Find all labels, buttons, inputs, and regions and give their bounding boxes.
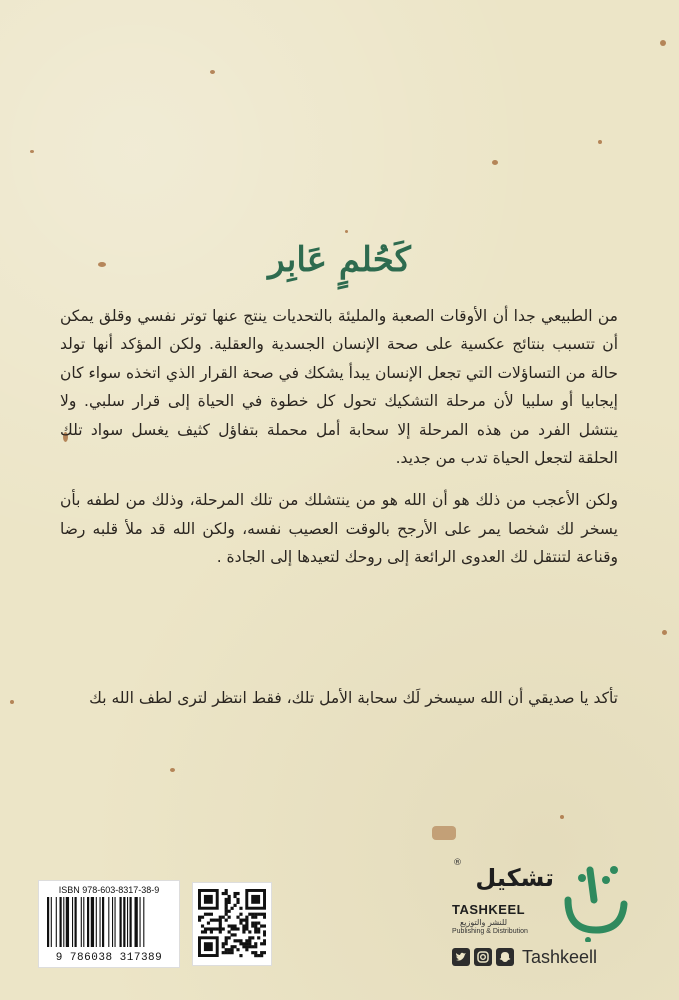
publisher-tagline-arabic: للنشر والتوزيع (460, 918, 508, 927)
blurb-paragraph: ولكن الأعجب من ذلك هو أن الله هو من ينتشلك من تلك المرحلة، وذلك من لطفه بأن يسخر لك شخصا يمر على الأرجح بالوقت العصيب نفسه، ولكن الله قد ملأ قلبه رضا وقناعة لتنتقل لك العدوى الرائعة إلى روحك لتعيدها إلى الجادة . (60, 491, 618, 567)
instagram-icon[interactable] (474, 948, 492, 966)
closing-line: تأكد يا صديقي أن الله سيسخر لَك سحابة الأمل تلك، فقط انتظر لترى لطف الله بك (89, 689, 618, 707)
tashkeel-mark-icon (560, 860, 632, 942)
twitter-icon[interactable] (452, 948, 470, 966)
paper-speck (492, 160, 498, 165)
paper-speck (30, 150, 34, 153)
registered-mark: ® (453, 858, 462, 868)
paper-speck (598, 140, 602, 144)
barcode-number: 9 786038 317389 (55, 952, 163, 964)
paper-speck (10, 700, 14, 704)
book-title: كَحُلمٍ عَابِر (268, 240, 411, 280)
paper-speck (170, 768, 175, 772)
paper-speck (345, 230, 348, 233)
publisher-handle[interactable]: Tashkeell (522, 946, 598, 967)
paper-speck (210, 70, 215, 74)
isbn-barcode (38, 880, 180, 968)
paper-speck (662, 630, 667, 635)
paper-speck (660, 40, 666, 46)
paper-speck (560, 815, 564, 819)
barcode-bars (47, 897, 171, 947)
publisher-name-english: TASHKEEL (452, 902, 526, 917)
social-links (452, 946, 597, 968)
publisher-tagline-english: Publishing & Distribution (452, 928, 528, 935)
isbn-label: ISBN 978-603-8317-38-9 (58, 885, 160, 895)
paper-speck (432, 826, 456, 840)
blurb-paragraph: من الطبيعي جدا أن الأوقات الصعبة والمليئة بالتحديات ينتج عنها توتر نفسي وقلق يمكن أن تتسبب بنتائج عكسية على صحة الإنسان الجسدية والعقلية. ولكن المؤكد أنها تولد حالة من التساؤلات التي تجعل الإنسان يبدأ يشكك في صحة القرار الذي اتخذه سواء كان إيجابيا أو سلبيا لأن مرحلة التشكيك تحول كل خطوة في الحياة إلى قرار سلبي. ولا ينتشل الفرد من هذه المرحلة إلا سحابة أمل محملة بتفاؤل كثيف يغسل سواد تلك الحلقة لتجعل الحياة تدب من جديد. (60, 307, 618, 468)
publisher-name-arabic: تشكيل (475, 864, 554, 892)
qr-code-pattern (198, 889, 266, 959)
snapchat-icon[interactable] (496, 948, 514, 966)
qr-code (192, 882, 272, 966)
blurb-text (60, 302, 618, 586)
